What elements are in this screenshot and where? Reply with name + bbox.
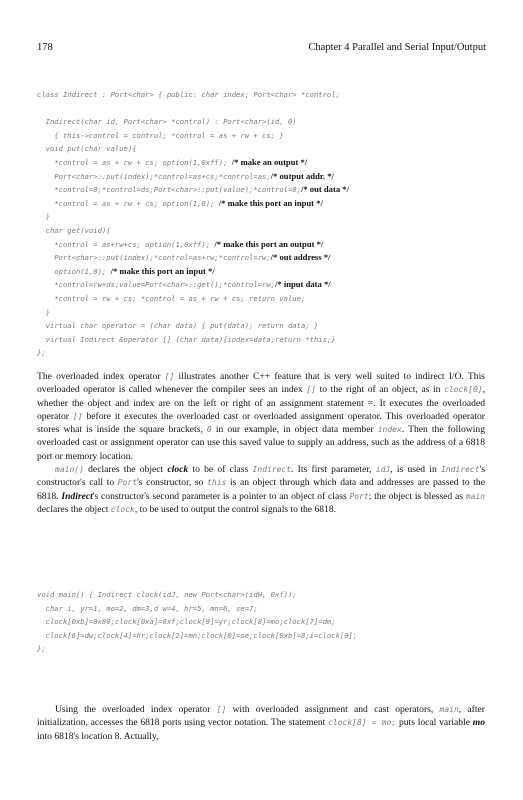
code-line — [37, 346, 511, 360]
text-run: . Its first parameter, — [291, 464, 376, 476]
paragraph-vector-notation — [37, 703, 485, 743]
code-line — [37, 251, 511, 265]
text-run: to the right of an object, as in — [316, 384, 445, 396]
text-run: in our example, in object data member — [211, 424, 378, 436]
code-text: } — [37, 307, 50, 317]
code-text: Indirect(char id, Port<char> *control) : Port<char>(id, 0) — [37, 117, 297, 127]
inline-code: Indirect — [441, 465, 480, 475]
code-line — [37, 183, 511, 197]
code-text: *control=0;*control=ds;Port<char>::put(value);*control=0; — [37, 185, 301, 195]
code-text: }; — [37, 348, 46, 358]
code-text: }; — [37, 644, 46, 654]
code-comment: /* out address */ — [270, 252, 331, 263]
text-run: , is used in — [390, 464, 441, 476]
text-run: Using the overloaded index operator — [55, 704, 217, 715]
code-text: char i, yr=1, mo=2, dm=3,d w=4, hr=5, mn=6, se=7; — [37, 603, 258, 613]
code-listing-main — [37, 588, 511, 656]
code-line — [37, 319, 511, 333]
code-line — [37, 156, 511, 170]
code-text: *control = as + rw + cs; option(1,0); — [37, 198, 219, 208]
code-line — [37, 642, 511, 656]
body-text — [37, 370, 485, 516]
code-text: *control = as+rw+cs; option(1,0xff); — [37, 239, 215, 249]
code-line — [37, 602, 511, 616]
code-comment: /* make an output */ — [231, 156, 308, 167]
code-line — [37, 224, 511, 238]
text-run: before it executes the overloaded cast or overloaded assignment operator. This overloaded operator stores what is inside the square brackets, — [37, 410, 485, 436]
code-text: char get(void){ — [37, 225, 111, 235]
body-text-continued — [37, 703, 485, 743]
code-comment: /* output addr. */ — [270, 170, 334, 181]
code-text: Port<char>::put(index);*control=as+rw;*control=rw; — [37, 253, 271, 263]
code-text: class Indirect : Port<char> { public: char index; Port<char> *control; — [37, 90, 340, 99]
code-text: *control = rw + cs; *control = as + rw + cs; return value; — [37, 293, 306, 303]
code-listing-indirect-class — [37, 88, 511, 360]
code-line — [37, 210, 511, 224]
code-line — [37, 292, 511, 306]
text-run: 's constructor, so — [137, 477, 208, 489]
code-text: Port<char>::put(index);*control=as+cs;*control=as; — [37, 171, 271, 181]
inline-code: clock — [110, 504, 135, 514]
code-text: virtual char operator = (char data) { put(data); return data; } — [37, 321, 319, 331]
code-text: void main() { Indirect clock(idJ, new Port<char>(idH, 0xf)); — [37, 590, 297, 599]
code-text: } — [37, 212, 50, 222]
text-run: 's constructor's second parameter is a pointer to an object of class — [92, 490, 350, 502]
text-run: 's constructor's call to — [37, 464, 485, 489]
text-run: declares the object — [83, 464, 168, 476]
text-run: with overloaded assignment and cast operators, — [226, 704, 440, 715]
inline-code: index — [377, 425, 402, 435]
code-line — [37, 265, 511, 279]
inline-code: 0 — [206, 425, 212, 435]
code-line — [37, 197, 511, 211]
emphasis: mo — [472, 717, 485, 729]
inline-code: Indirect — [252, 465, 292, 475]
code-text: option(1,0); — [37, 266, 111, 276]
code-line — [37, 102, 511, 116]
inline-code: idJ — [375, 465, 391, 475]
inline-code: clock[8] = mo; — [328, 718, 397, 728]
code-text: void put(char value){ — [37, 144, 137, 154]
inline-code: [] — [164, 372, 175, 381]
inline-code: [] — [216, 705, 227, 714]
text-run: , after initialization, accesses the 6818 ports using vector notation. The statement — [37, 704, 485, 729]
paragraph-index-operator — [37, 370, 485, 463]
code-comment: /* input data */ — [275, 279, 331, 290]
text-run: The overloaded index operator — [37, 371, 165, 382]
inline-code: this — [207, 478, 227, 488]
text-run: . Then the following overloaded cast or assignment operator can use this saved value to supply an address, such as the address of a 6818 port or memory location. — [37, 424, 485, 462]
inline-code: Port — [349, 491, 369, 501]
code-line — [37, 629, 511, 643]
text-run: , whether the object and index are on the left or right of an assignment statement =. It executes the overloaded operator — [37, 384, 485, 422]
inline-code: main — [439, 705, 459, 714]
text-run: , to be used to output the control signals to the 6818. — [134, 503, 337, 515]
code-comment: /* out data */ — [300, 184, 349, 195]
text-run: ; the object is blessed as — [368, 490, 466, 502]
code-comment: /* make this port an output */ — [214, 238, 324, 249]
inline-code: main() — [55, 465, 84, 475]
page-number: 178 — [37, 42, 53, 53]
emphasis: clock — [167, 464, 189, 476]
code-line — [37, 588, 511, 602]
code-text: { this->control = control; *control = as + rw + cs; } — [37, 130, 284, 140]
text-run: declares the object — [37, 503, 111, 515]
text-run: puts local variable — [396, 717, 473, 729]
emphasis: Indirect — [61, 490, 93, 502]
inline-code: [] — [306, 385, 316, 395]
code-text: *control = as + rw + cs; option(1,0xff); — [37, 157, 232, 167]
code-text: clock[0xb]=0x80;clock[0xa]=0xf;clock[9]=yr;clock[8]=mo;clock[7]=dm; — [37, 617, 336, 627]
paragraph-main-declaration — [37, 463, 485, 516]
code-comment: /* make this port an input */ — [110, 265, 215, 276]
code-line — [37, 278, 511, 292]
code-line — [37, 306, 511, 320]
inline-code: clock[0] — [444, 385, 483, 395]
code-line — [37, 333, 511, 347]
running-title: Chapter 4 Parallel and Serial Input/Output — [308, 42, 486, 53]
code-text: clock[6]=dw;clock[4]=hr;clock[2]=mn;clock[0]=se;clock[0xb]=8;i=clock[0]; — [37, 630, 358, 640]
text-run: to be of class — [188, 464, 253, 476]
code-line — [37, 615, 511, 629]
code-line — [37, 142, 511, 156]
code-comment: /* make this port an input */ — [218, 197, 323, 208]
inline-code: main — [465, 491, 486, 501]
code-line — [37, 129, 511, 143]
code-line — [37, 88, 511, 102]
text-run: is an object through which data and addresses are passed to the 6818. — [37, 477, 485, 502]
code-line — [37, 115, 511, 129]
text-run: illustrates another C++ feature that is very well suited to indirect I/O. This overloaded operator is called whenever the compiler sees an index — [37, 371, 485, 396]
code-line — [37, 238, 511, 252]
page-header — [37, 42, 486, 56]
code-text: virtual Indirect &operator [] (char data){index=data;return *this;} — [37, 334, 336, 344]
inline-code: [] — [72, 411, 83, 421]
text-run: into 6818's location 8. Actually, — [37, 730, 159, 742]
code-text: *control=rw+ds;value=Port<char>::get();*control=rw; — [37, 280, 275, 290]
inline-code: Port — [117, 478, 138, 488]
code-line — [37, 170, 511, 184]
